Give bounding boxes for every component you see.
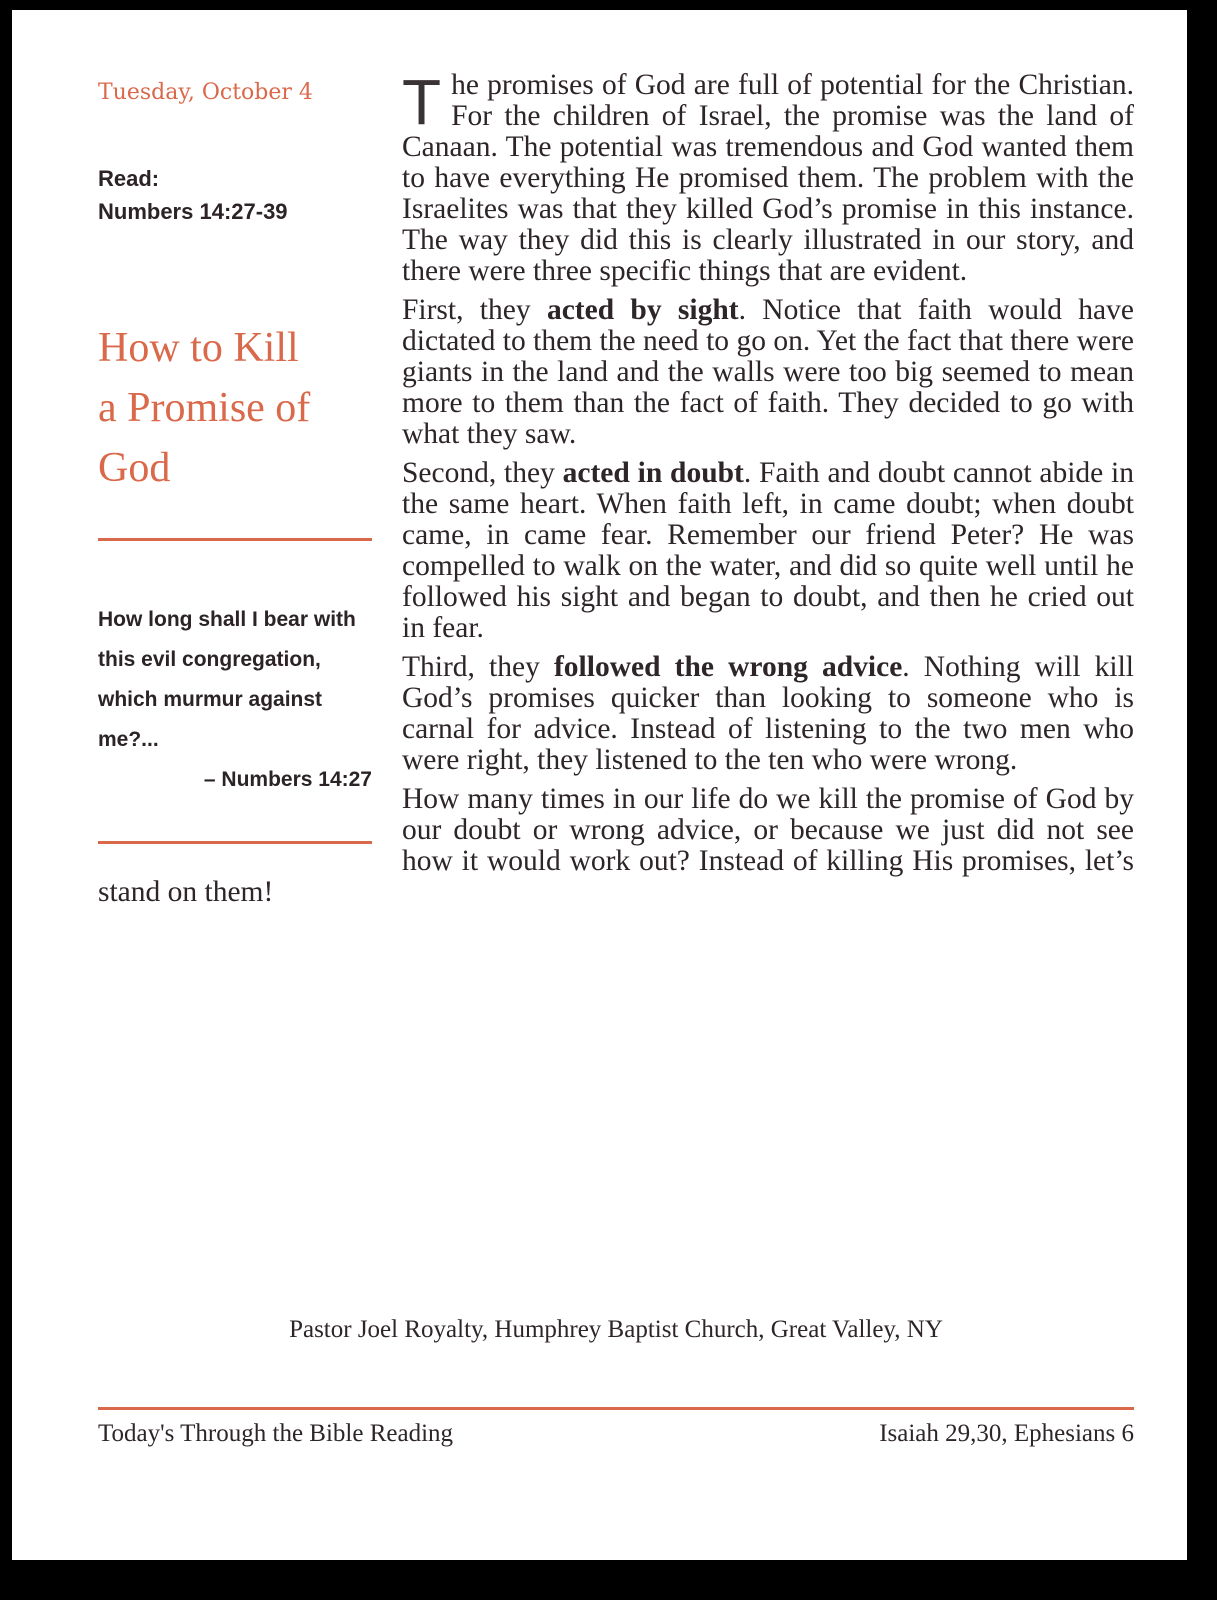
- drop-cap: T: [402, 66, 442, 138]
- devotional-page: [12, 10, 1187, 1560]
- verse-text: How long shall I bear with this evil congregation, which murmur against me?...: [98, 608, 356, 751]
- paragraph-text: . Nothing will kill God’s promises quicker than looking to someone who is carnal for advice. Instead of listening to the two men who were right, they listened to the ten who were wrong.: [402, 651, 1134, 776]
- paragraph-text: he promises of God are full of potential for the Christian. For the children of Israel, the promise was the land of Canaan. The potential was tremendous and God wanted them to have everything He promised them. The problem with the Israelites was that they killed God’s promise in this instance. The way they did this is clearly illustrated in our story, and there were three specific things that are evident.: [402, 69, 1134, 287]
- devotional-title: [98, 318, 310, 498]
- title-line: How to Kill: [98, 325, 299, 371]
- emphasis: acted by sight: [546, 294, 739, 326]
- paragraph: How many times in our life do we kill the promise of God by our doubt or wrong advice, or because we just did not see how it would work out? Instead of killing His promises, let’s stand on them!: [98, 783, 1134, 908]
- content: [98, 66, 1134, 916]
- date: Tuesday, October 4: [98, 80, 313, 105]
- bible-reading-reference: Isaiah 29,30, Ephesians 6: [879, 1420, 1134, 1447]
- title-line: God: [98, 445, 171, 491]
- read-label: Read:: [98, 166, 160, 191]
- verse-reference: – Numbers 14:27: [203, 768, 372, 791]
- paragraph-text: . Notice that faith would have dictated to them the need to go on. Yet the fact that there were giants in the land and the walls were too big seemed to mean more to them than the fact of faith. They decided to go with what they saw.: [402, 294, 1134, 450]
- footer: [98, 1420, 1134, 1448]
- divider: [98, 538, 372, 541]
- paragraph-text: . Faith and doubt cannot abide in the same heart. When faith left, in came doubt; when doubt came, in came fear. Remember our friend Peter? He was compelled to walk on the water, and did so quite well until he followed his sight and began to doubt, and then he cried out in fear.: [402, 457, 1134, 644]
- emphasis: followed the wrong advice: [553, 651, 903, 683]
- sidebar: [98, 70, 380, 870]
- key-verse: [98, 600, 372, 800]
- read-reference: Numbers 14:27-39: [98, 199, 288, 224]
- emphasis: acted in doubt: [562, 457, 744, 489]
- paragraph-text: First, they: [402, 294, 547, 326]
- divider: [98, 841, 372, 844]
- author-credit: Pastor Joel Royalty, Humphrey Baptist Church, Great Valley, NY: [289, 1316, 943, 1343]
- title-line: a Promise of: [98, 385, 311, 431]
- footer-divider: [98, 1407, 1134, 1410]
- reading-assignment: [98, 162, 288, 228]
- paragraph-text: Second, they: [402, 457, 563, 489]
- paragraph-text: Third, they: [402, 651, 554, 683]
- bible-reading-label: Today's Through the Bible Reading: [98, 1420, 454, 1447]
